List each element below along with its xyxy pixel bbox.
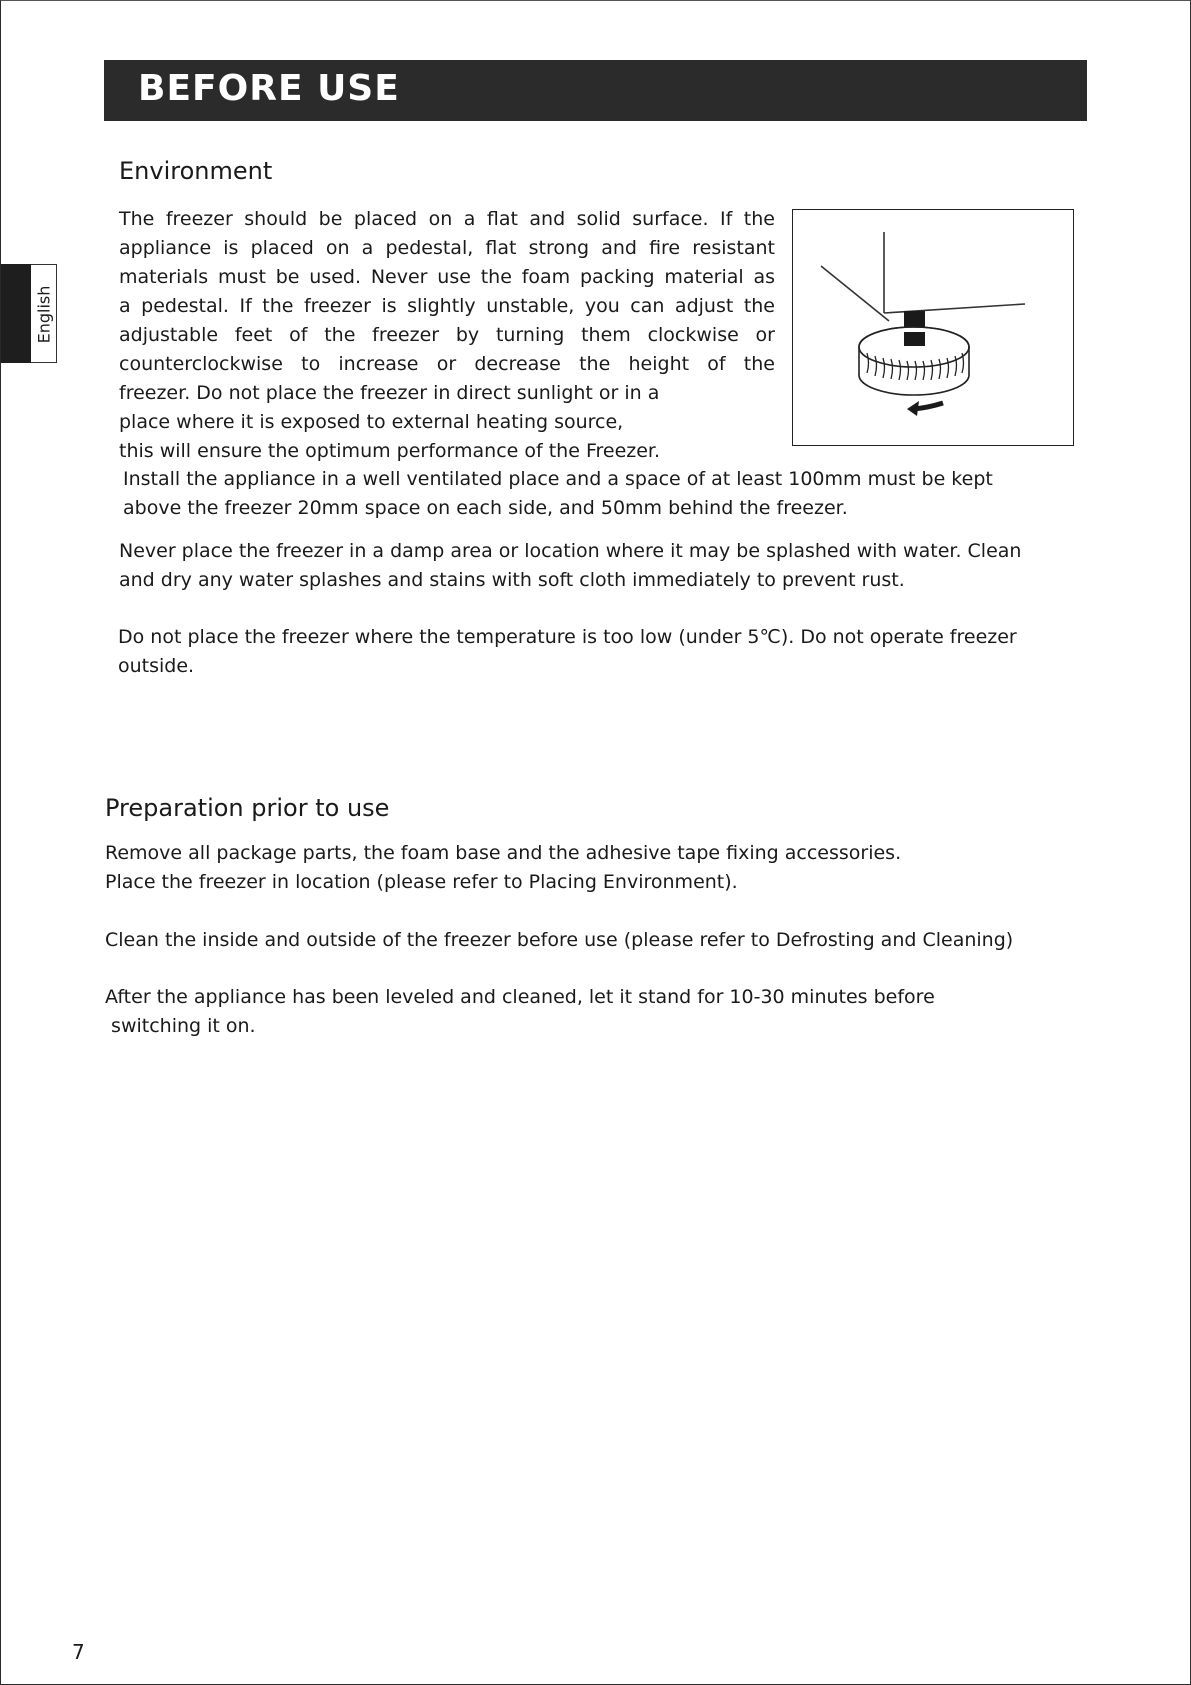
header-bar (104, 60, 1087, 121)
paragraph-line: Never place the freezer in a damp area or location where it may be splashed with water. Clean (119, 540, 1022, 562)
paragraph-line: Remove all package parts, the foam base and the adhesive tape fixing accessories. (105, 842, 902, 864)
environment-heading: Environment (119, 157, 273, 185)
temperature-paragraph (118, 623, 1017, 681)
paragraph-line: The freezer should be placed on a flat and solid surface. If the (119, 208, 775, 230)
ventilation-paragraph (123, 465, 993, 523)
preparation-heading: Preparation prior to use (105, 794, 390, 822)
paragraph-line: this will ensure the optimum performance of the Freezer. (119, 440, 661, 462)
paragraph-line: After the appliance has been leveled and cleaned, let it stand for 10-30 minutes before (105, 986, 935, 1008)
paragraph-line: counterclockwise to increase or decrease the height of the (119, 353, 775, 375)
paragraph-line: Do not place the freezer where the temperature is too low (under 5℃). Do not operate freezer (118, 626, 1017, 648)
paragraph-line: place where it is exposed to external heating source, (119, 411, 624, 433)
paragraph-line: Install the appliance in a well ventilated place and a space of at least 100mm must be kept (123, 468, 993, 490)
clean-paragraph (105, 926, 1013, 955)
paragraph-line: Clean the inside and outside of the freezer before use (please refer to Defrosting and Cleaning) (105, 929, 1014, 951)
paragraph-line: a pedestal. If the freezer is slightly unstable, you can adjust the (119, 295, 775, 317)
paragraph-line: and dry any water splashes and stains with soft cloth immediately to prevent rust. (119, 569, 905, 591)
stand-paragraph (105, 983, 935, 1041)
paragraph-line: appliance is placed on a pedestal, flat strong and fire resistant (119, 237, 775, 259)
language-tab-label: English (34, 285, 54, 344)
adjustable-foot-figure (792, 209, 1074, 446)
page-number: 7 (72, 1640, 85, 1664)
paragraph-line: switching it on. (105, 1015, 256, 1037)
damp-paragraph (119, 537, 1021, 595)
page-title: BEFORE USE (138, 68, 400, 109)
paragraph-line: adjustable feet of the freezer by turning them clockwise or (119, 324, 775, 346)
paragraph-line: freezer. Do not place the freezer in direct sunlight or in a (119, 382, 660, 404)
paragraph-line: materials must be used. Never use the foam packing material as (119, 266, 775, 288)
paragraph-line: outside. (118, 655, 195, 677)
language-tab-marker (1, 264, 31, 363)
environment-paragraph (119, 205, 775, 466)
remove-paragraph (105, 839, 901, 897)
adjustable-foot-illustration-icon (793, 210, 1072, 444)
language-tab (31, 264, 57, 363)
paragraph-line: Place the freezer in location (please refer to Placing Environment). (105, 871, 738, 893)
paragraph-line: above the freezer 20mm space on each side, and 50mm behind the freezer. (123, 497, 848, 519)
